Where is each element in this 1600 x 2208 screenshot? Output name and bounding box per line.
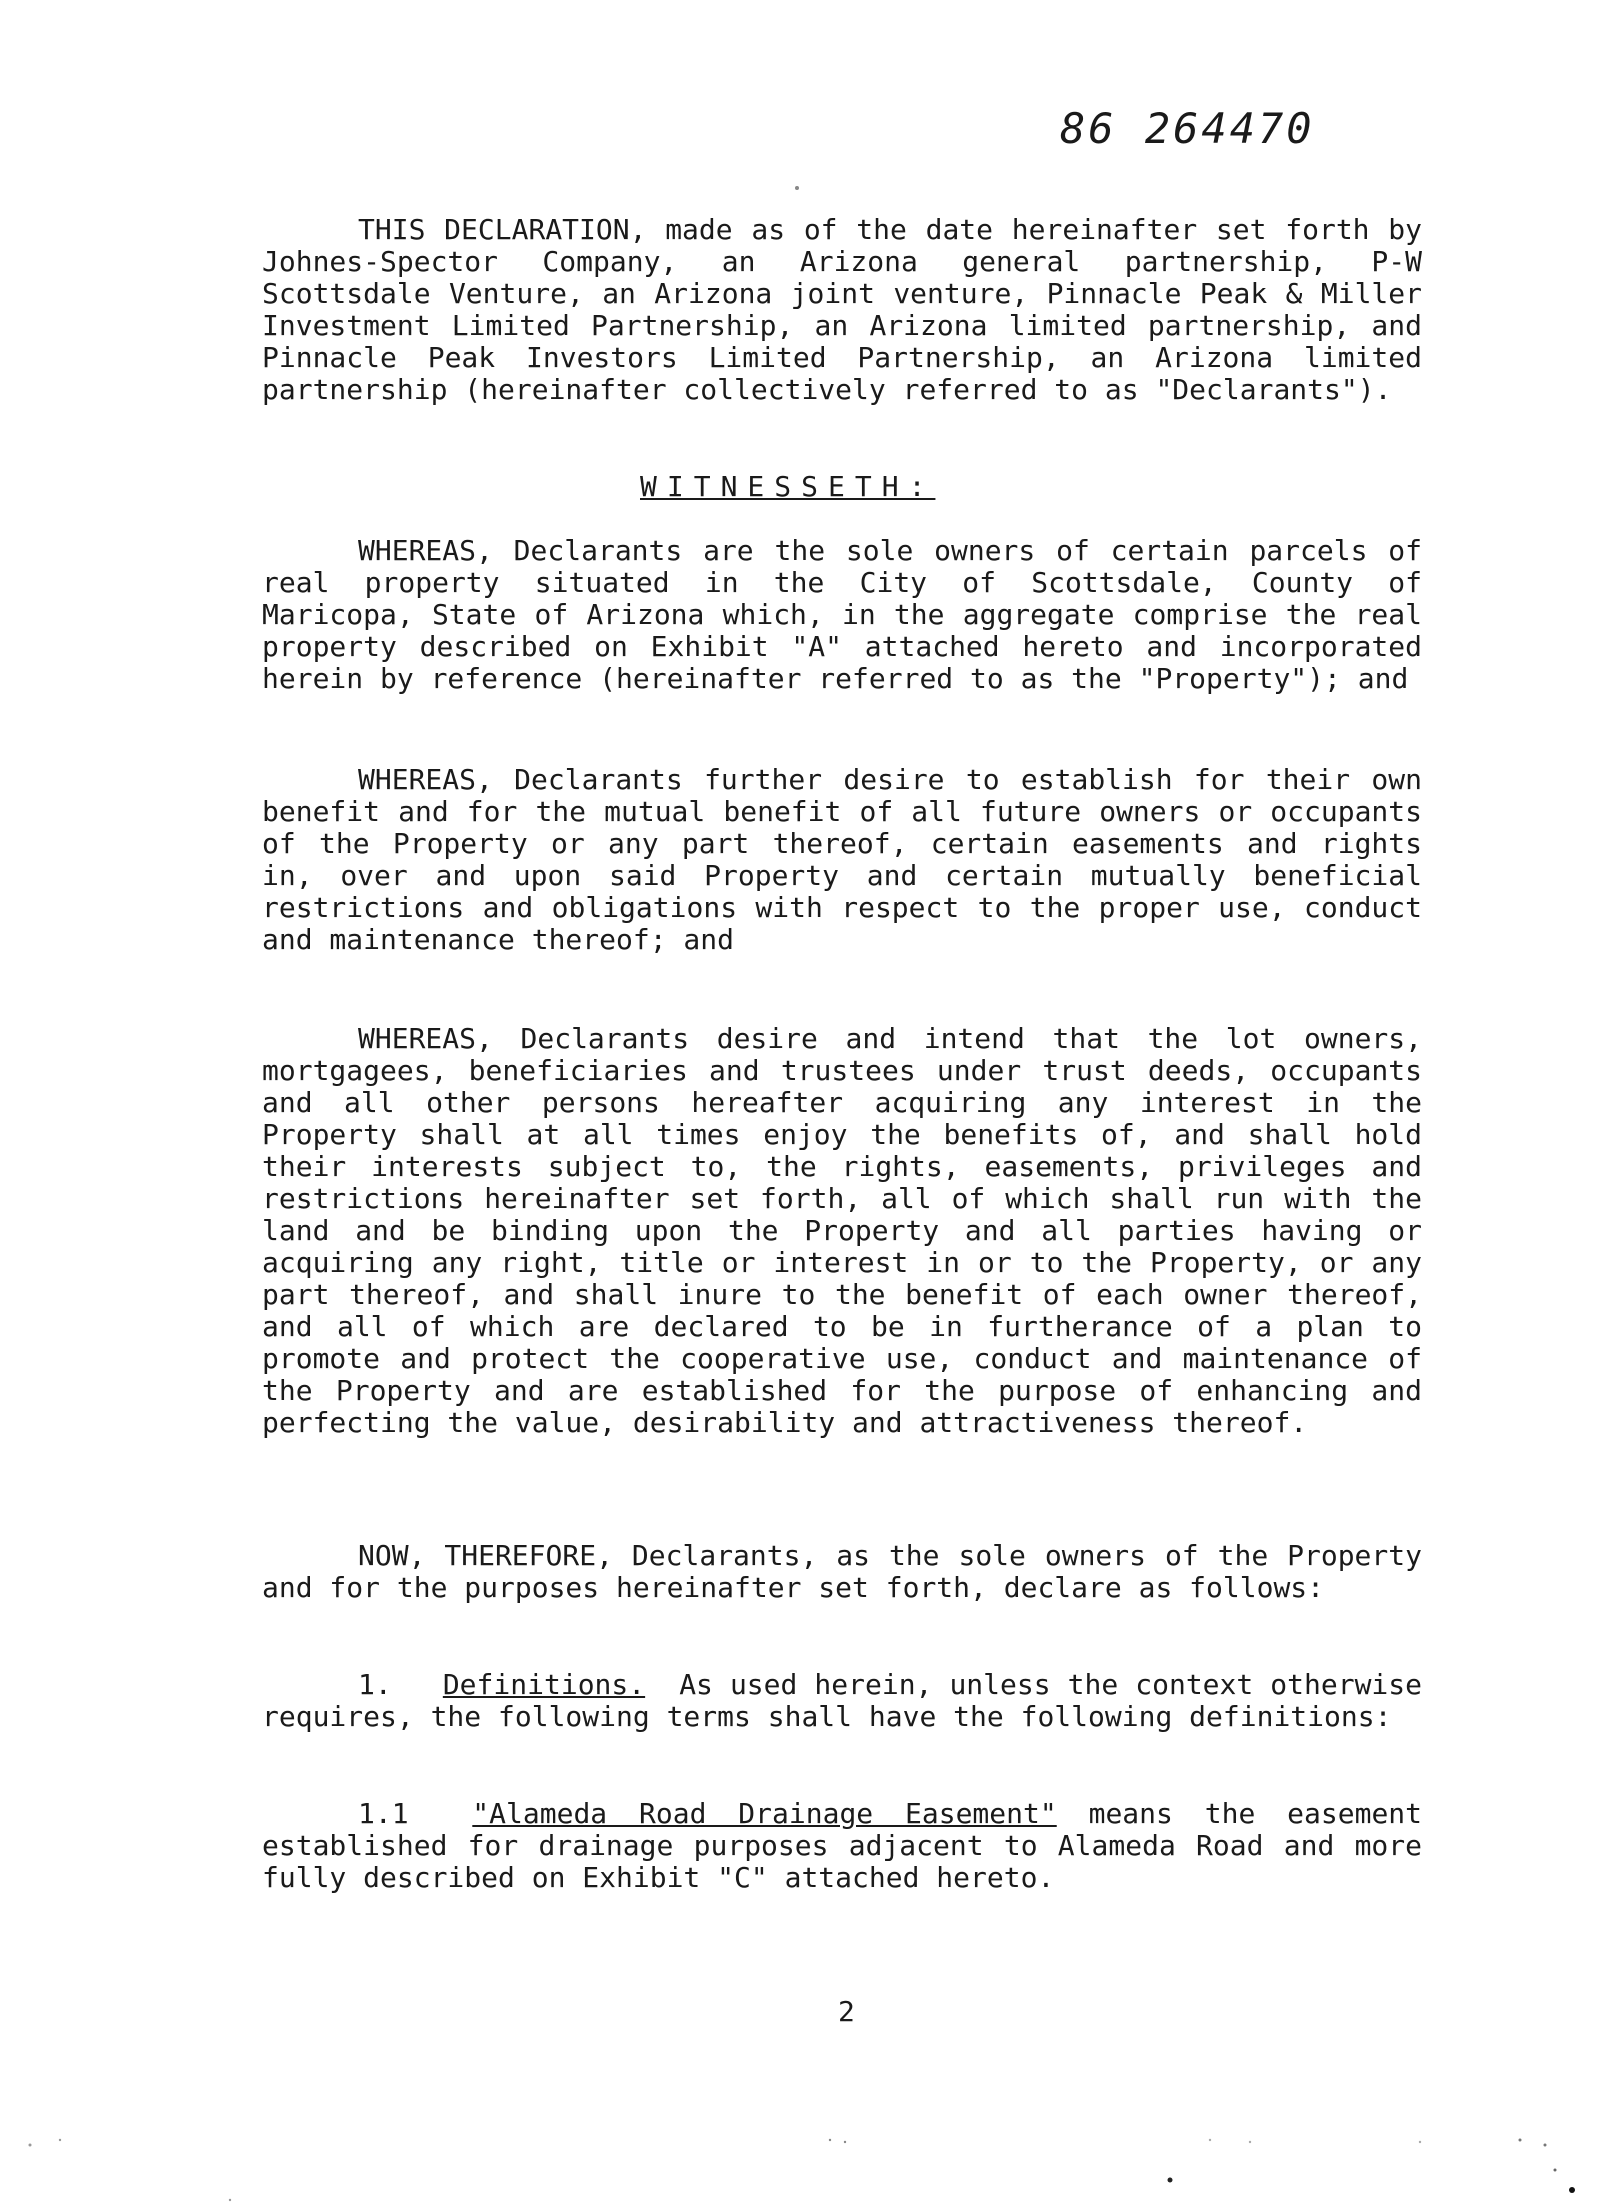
whereas-paragraph-2: WHEREAS, Declarants further desire to establish for their own benefit and for the mutual benefit of all future owners or occupants of the Property or any part thereof, certain easements and rights in, over and upon said Property and certain mutually beneficial restrictions and obligations with respect to the proper use, conduct and maintenance thereof; and [262, 763, 1422, 956]
section-1-number: 1. [358, 1668, 392, 1701]
document-number: 86 264470 [1060, 104, 1315, 153]
section-1-1-text: means the easement established for drainage purposes adjacent to Alameda Road and more fully described on Exhibit "C" attached hereto. [262, 1797, 1423, 1894]
section-1-text: As used herein, unless the context otherwise requires, the following terms shall have the following definitions: [262, 1668, 1422, 1733]
whereas-paragraph-1: WHEREAS, Declarants are the sole owners of certain parcels of real property situated in the City of Scottsdale, County of Maricopa, State of Arizona which, in the aggregate comprise the real property described on Exhibit "A" attached hereto and incorporated herein by reference (hereinafter referred to as the "Property"); and [262, 534, 1422, 695]
page-number: 2 [838, 1995, 855, 2028]
now-therefore-paragraph: NOW, THEREFORE, Declarants, as the sole owners of the Property and for the purposes hereinafter set forth, declare as follows: [262, 1539, 1422, 1604]
intro-paragraph: THIS DECLARATION, made as of the date hereinafter set forth by Johnes-Spector Company, an Arizona general partnership, P-W Scottsdale Venture, an Arizona joint venture, Pinnacle Peak & Miller Investment Limited Partnership, an Arizona limited partnership, and Pinnacle Peak Investors Limited Partnership, an Arizona limited partnership (hereinafter collectively referred to as "Declarants"). [262, 213, 1422, 406]
whereas-paragraph-3: WHEREAS, Declarants desire and intend that the lot owners, mortgagees, beneficiaries and trustees under trust deeds, occupants and all other persons hereafter acquiring any interest in the Property shall at all times enjoy the benefits of, and shall hold their interests subject to, the rights, easements, privileges and restrictions hereinafter set forth, all of which shall run with the land and be binding upon the Property and all parties having or acquiring any right, title or interest in or to the Property, or any part thereof, and shall inure to the benefit of each owner thereof, and all of which are declared to be in furtherance of a plan to promote and protect the cooperative use, conduct and maintenance of the Property and are established for the purpose of enhancing and perfecting the value, desirability and attractiveness thereof. [262, 1022, 1422, 1439]
section-1-1-term: "Alameda Road Drainage Easement" [472, 1797, 1057, 1830]
section-1-1-number: 1.1 [358, 1797, 409, 1830]
section-1-title: Definitions. [442, 1668, 646, 1701]
witnesseth-heading: WITNESSETH: [640, 470, 936, 503]
